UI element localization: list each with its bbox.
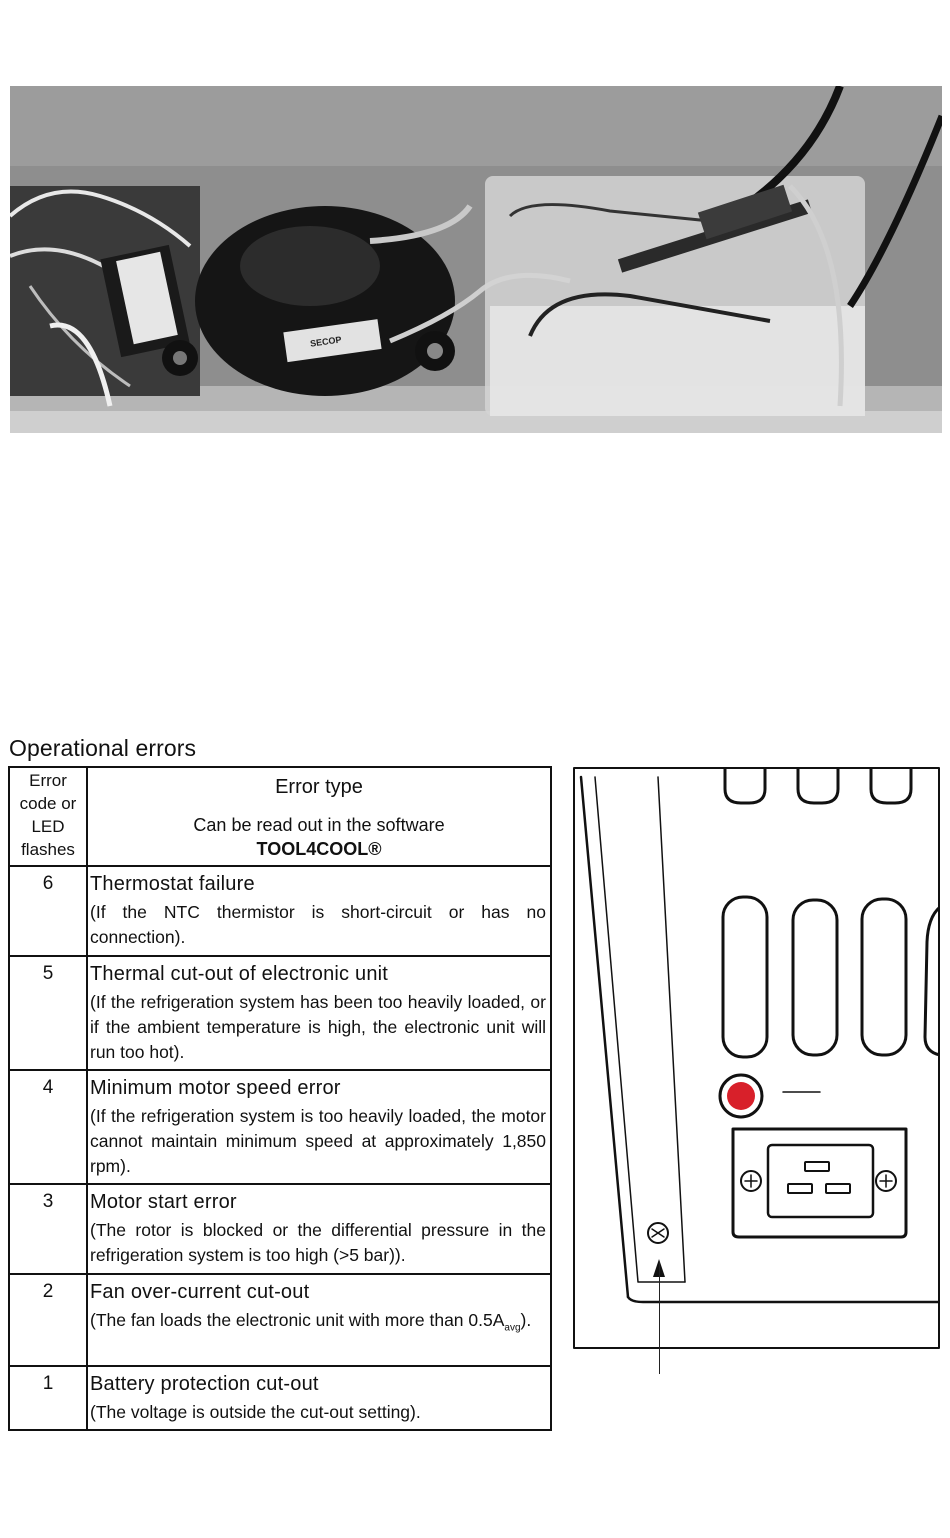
error-description [87, 1070, 551, 1184]
software-name: TOOL4COOL® [256, 839, 382, 859]
error-detail: (If the refrigeration system is too heavily loaded, the motor cannot maintain minimum speed at approximately 1,850 rpm). [90, 1106, 546, 1176]
error-detail-suffix: ). [520, 1310, 532, 1330]
table-row [9, 1070, 551, 1184]
table-row [9, 866, 551, 956]
error-title: Minimum motor speed error [90, 1077, 341, 1099]
avg-subscript: avg [504, 1322, 521, 1334]
error-code: 6 [9, 866, 87, 956]
error-description [87, 1366, 551, 1430]
error-code: 4 [9, 1070, 87, 1184]
error-detail: (If the refrigeration system has been too heavily loaded, or if the ambient temperature is high, the electronic unit will run too hot). [90, 992, 546, 1062]
error-detail [90, 1308, 546, 1341]
error-description [87, 956, 551, 1070]
error-title: Fan over-current cut-out [90, 1281, 310, 1303]
led-light [727, 1082, 755, 1110]
error-description [87, 1184, 551, 1274]
error-type-header [87, 767, 551, 866]
error-detail-text: (The fan loads the electronic unit with more than 0.5A [90, 1310, 505, 1330]
table-row [9, 1184, 551, 1274]
electronic-unit-drawing [573, 767, 940, 1349]
error-title: Battery protection cut-out [90, 1373, 319, 1395]
operational-errors-table [8, 766, 552, 1431]
table-row [9, 956, 551, 1070]
error-detail: (The rotor is blocked or the differential pressure in the refrigeration system is too high (>5 bar)). [90, 1220, 546, 1265]
compressor-brand-label: SECOP [309, 334, 343, 349]
error-code: 1 [9, 1366, 87, 1430]
table-row [9, 1366, 551, 1430]
error-detail: (The voltage is outside the cut-out setting). [90, 1402, 421, 1422]
table-header-row [9, 767, 551, 866]
error-code: 5 [9, 956, 87, 1070]
pointer-line [659, 1262, 660, 1374]
error-title: Motor start error [90, 1191, 237, 1213]
software-note: Can be read out in the software [193, 815, 445, 835]
section-title: Operational errors [9, 735, 197, 761]
error-code-header: Error code or LED flashes [9, 767, 87, 866]
error-code: 2 [9, 1274, 87, 1366]
error-title: Thermal cut-out of electronic unit [90, 963, 389, 985]
error-detail: (If the NTC thermistor is short-circuit or has no connection). [90, 902, 546, 947]
error-type-title: Error type [275, 776, 363, 798]
error-title: Thermostat failure [90, 873, 255, 895]
error-description [87, 866, 551, 956]
compressor-photo [10, 86, 942, 433]
error-description [87, 1274, 551, 1366]
table-row [9, 1274, 551, 1366]
error-code: 3 [9, 1184, 87, 1274]
